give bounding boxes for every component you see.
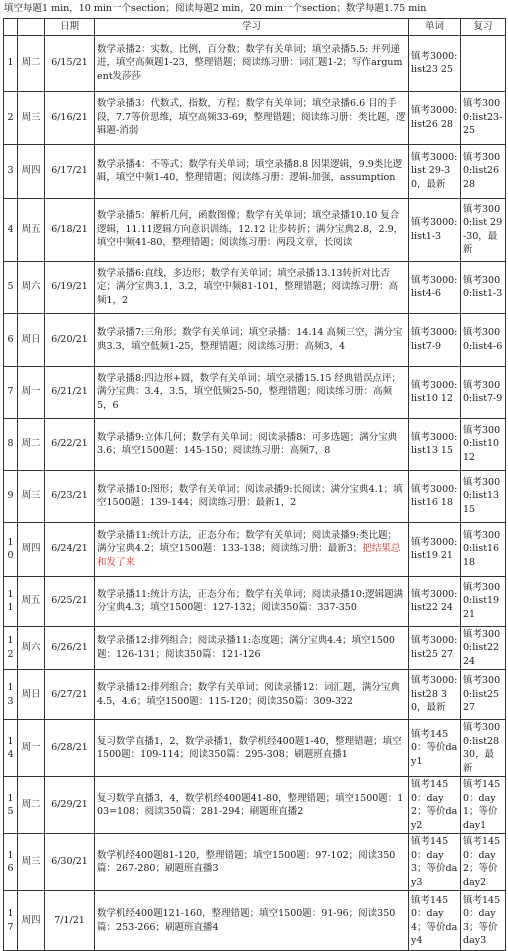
row-weekday bbox=[18, 366, 45, 418]
row-number-text: 17 bbox=[7, 908, 14, 933]
row-weekday-text: 周四 bbox=[21, 165, 41, 177]
table-row bbox=[4, 313, 506, 366]
row-number-text: 3 bbox=[7, 165, 14, 177]
row-number bbox=[4, 35, 18, 91]
row-words bbox=[409, 522, 461, 576]
row-words bbox=[409, 144, 461, 198]
row-weekday bbox=[18, 720, 45, 777]
table-row bbox=[4, 891, 506, 951]
row-date-text: 6/28/21 bbox=[51, 742, 88, 754]
row-weekday-text: 周日 bbox=[21, 333, 41, 345]
row-study bbox=[95, 626, 409, 670]
row-review-text: 镇考3000:list28 30，最新 bbox=[463, 722, 501, 774]
row-date bbox=[45, 198, 95, 261]
row-number-text: 9 bbox=[7, 490, 14, 502]
row-date-text: 6/22/21 bbox=[51, 438, 88, 450]
row-number-text: 13 bbox=[7, 682, 14, 707]
row-number-text: 16 bbox=[7, 849, 14, 874]
row-weekday bbox=[18, 576, 45, 626]
row-words bbox=[409, 891, 461, 951]
row-words bbox=[409, 720, 461, 777]
row-words bbox=[409, 366, 461, 418]
row-study bbox=[95, 576, 409, 626]
table-row bbox=[4, 144, 506, 198]
table-row bbox=[4, 576, 506, 626]
row-words-text: 镇考3000:list4-6 bbox=[411, 274, 458, 299]
row-review-text: 镇考3000:list13 15 bbox=[463, 476, 501, 515]
row-study bbox=[95, 470, 409, 522]
row-weekday-text: 周二 bbox=[21, 438, 41, 450]
row-study-text: 数学录播10:图形；数学有关单词；阅读录播9:长阅读；满分宝典4.1；填空1500题：139-144；阅读练习册：最新1，2 bbox=[97, 483, 403, 508]
row-number bbox=[4, 891, 18, 951]
table-row bbox=[4, 91, 506, 144]
row-study bbox=[95, 720, 409, 777]
row-review bbox=[461, 626, 506, 670]
row-review-text: 镇考3000:list1-3 bbox=[463, 274, 503, 299]
row-study-text: 数学录播9:立体几何；数学有关单词；阅读录播8：可多选题；满分宝典3.6；填空1500题：145-150；阅读练习册：高频7，8 bbox=[97, 431, 398, 456]
row-number-text: 6 bbox=[7, 333, 14, 345]
row-date-text: 6/18/21 bbox=[51, 223, 88, 235]
row-number bbox=[4, 720, 18, 777]
row-number-text: 14 bbox=[7, 735, 14, 760]
row-words-text: 镇考1450：day2；等价day2 bbox=[411, 779, 458, 831]
table-row bbox=[4, 626, 506, 670]
row-words bbox=[409, 261, 461, 313]
row-date-text: 6/23/21 bbox=[51, 490, 88, 502]
row-number-text: 1 bbox=[7, 57, 14, 69]
row-date-text: 6/21/21 bbox=[51, 386, 88, 398]
row-date-text: 6/25/21 bbox=[51, 595, 88, 607]
row-review-text: 镇考3000:list10 12 bbox=[463, 424, 501, 463]
row-study bbox=[95, 522, 409, 576]
row-number-text: 15 bbox=[7, 792, 14, 817]
row-weekday-text: 周日 bbox=[21, 688, 41, 700]
row-review-text: 镇考3000:list22 24 bbox=[463, 628, 501, 667]
table-row bbox=[4, 670, 506, 720]
row-study-text: 数学机经400题121-160，整理错题；填空1500题：91-96；阅读350篇：253-266；刷题班直播4 bbox=[97, 908, 396, 933]
row-words-text: 镇考3000:list13 15 bbox=[411, 431, 458, 456]
row-weekday-text: 周四 bbox=[21, 914, 41, 926]
row-review bbox=[461, 720, 506, 777]
row-weekday bbox=[18, 626, 45, 670]
highlight-note: 把结果总和发了来 bbox=[97, 543, 401, 568]
row-number bbox=[4, 144, 18, 198]
row-weekday bbox=[18, 313, 45, 366]
row-weekday bbox=[18, 777, 45, 834]
table-row bbox=[4, 366, 506, 418]
row-words-text: 镇考3000:list26 28 bbox=[411, 105, 458, 130]
row-study bbox=[95, 261, 409, 313]
table-row bbox=[4, 834, 506, 891]
row-date bbox=[45, 144, 95, 198]
row-words bbox=[409, 313, 461, 366]
row-number-text: 2 bbox=[7, 111, 14, 123]
row-study-text: 复习数学直播1，2，数学录播1，数学机经400题1-40，整理错题；填空1500题：109-114；阅读350篇：295-308；刷题班直播1 bbox=[97, 735, 402, 760]
row-date bbox=[45, 418, 95, 470]
row-date bbox=[45, 576, 95, 626]
row-words bbox=[409, 777, 461, 834]
row-review bbox=[461, 144, 506, 198]
row-review bbox=[461, 670, 506, 720]
row-number bbox=[4, 522, 18, 576]
row-review bbox=[461, 522, 506, 576]
header-date: 日期 bbox=[45, 19, 95, 36]
row-study-text: 数学录播8:四边形+圆，数学有关单词；填空录播15.15 经典错误点评；满分宝典：3.4，3.5，填空低频25-50，整理错题；阅读练习册：高频5，6 bbox=[97, 372, 401, 411]
header-number bbox=[4, 19, 18, 36]
row-weekday bbox=[18, 891, 45, 951]
row-date bbox=[45, 313, 95, 366]
row-study bbox=[95, 144, 409, 198]
row-words-text: 镇考1450：day3；等价day3 bbox=[411, 836, 458, 888]
row-words-text: 镇考3000:list 29-30，最新 bbox=[411, 151, 458, 190]
row-review bbox=[461, 198, 506, 261]
row-date bbox=[45, 91, 95, 144]
row-number-text: 5 bbox=[7, 281, 14, 293]
row-weekday-text: 周三 bbox=[21, 490, 41, 502]
row-number bbox=[4, 91, 18, 144]
row-words bbox=[409, 198, 461, 261]
table-header-row bbox=[4, 19, 506, 36]
row-review-text: 镇考3000:list19 21 bbox=[463, 581, 501, 620]
row-study bbox=[95, 366, 409, 418]
row-words-text: 镇考3000:list1-3 bbox=[411, 217, 458, 242]
row-date bbox=[45, 366, 95, 418]
row-words-text: 镇考3000:list7-9 bbox=[411, 327, 458, 352]
table-row bbox=[4, 470, 506, 522]
row-weekday-text: 周六 bbox=[21, 281, 41, 293]
row-number bbox=[4, 670, 18, 720]
row-number-text: 10 bbox=[7, 536, 14, 561]
row-review-text: 镇考3000:list23-25 bbox=[463, 98, 503, 137]
row-number-text: 8 bbox=[7, 438, 14, 450]
row-number bbox=[4, 366, 18, 418]
row-review-text: 镇考3000:list4-6 bbox=[463, 327, 503, 352]
row-weekday-text: 周二 bbox=[21, 799, 41, 811]
row-weekday bbox=[18, 522, 45, 576]
row-review bbox=[461, 418, 506, 470]
row-number-text: 4 bbox=[7, 223, 14, 235]
row-study-text: 数学录播5：解析几何，函数图像；数学有关单词；填空录播10.10 复合逻辑，11.11逻辑方向意识训练，12.12 让步转折；满分宝典2.8，2.9，填空中频41-80，整理错题；阅读练习册：两段文章，长阅读 bbox=[97, 210, 404, 249]
row-weekday bbox=[18, 35, 45, 91]
row-date-text: 6/26/21 bbox=[51, 642, 88, 653]
row-weekday bbox=[18, 670, 45, 720]
row-weekday-text: 周二 bbox=[21, 57, 41, 69]
header-study: 学习 bbox=[95, 19, 409, 36]
row-words bbox=[409, 470, 461, 522]
row-words bbox=[409, 91, 461, 144]
row-words bbox=[409, 576, 461, 626]
row-number bbox=[4, 626, 18, 670]
row-date-text: 6/15/21 bbox=[51, 57, 88, 69]
row-number bbox=[4, 470, 18, 522]
header-note: 填空每题1 min，10 min一个section；阅读每题2 min，20 min一个section；数学每题1.75 min bbox=[4, 3, 427, 14]
row-weekday bbox=[18, 91, 45, 144]
row-words bbox=[409, 418, 461, 470]
row-date bbox=[45, 720, 95, 777]
table-row bbox=[4, 777, 506, 834]
row-date-text: 6/17/21 bbox=[51, 165, 88, 177]
row-study-text: 数学录播6:直线，多边形；数学有关单词；填空录播13.13转折对比否定；满分宝典3.1，3.2，填空中频81-101，整理错题；阅读练习册：高频1，2 bbox=[97, 267, 399, 306]
table-row bbox=[4, 720, 506, 777]
row-weekday-text: 周五 bbox=[21, 223, 41, 235]
row-study bbox=[95, 198, 409, 261]
row-review bbox=[461, 91, 506, 144]
row-date bbox=[45, 470, 95, 522]
row-review-text: 镇考3000:list 29-30，最新 bbox=[463, 203, 503, 255]
row-review bbox=[461, 777, 506, 834]
row-study-text: 数学录播11:统计方法，正态分布；数学有关单词；阅读录播10:逻辑题满分宝典4.3；填空1500题：127-132；阅读350篇：337-350 bbox=[97, 588, 404, 613]
row-review bbox=[461, 261, 506, 313]
row-weekday-text: 周一 bbox=[21, 386, 41, 398]
row-review-text: 镇考1450：day3；等价day3 bbox=[463, 894, 501, 946]
row-weekday bbox=[18, 418, 45, 470]
row-date-text: 6/16/21 bbox=[51, 111, 88, 123]
row-review-text: 镇考3000:list7-9 bbox=[463, 379, 503, 404]
row-number bbox=[4, 777, 18, 834]
row-study bbox=[95, 670, 409, 720]
row-words-text: 镇考3000:list19 21 bbox=[411, 536, 458, 561]
row-words-text: 镇考3000:list23 25 bbox=[411, 50, 458, 75]
row-study-text: 数学录播12:排列组合；阅读录播11:态度题；满分宝典4.4；填空1500题：126-131；阅读350篇：121-126 bbox=[97, 635, 395, 660]
row-review bbox=[461, 313, 506, 366]
row-weekday bbox=[18, 144, 45, 198]
table-row bbox=[4, 522, 506, 576]
row-words-text: 镇考3000:list22 24 bbox=[411, 588, 458, 613]
row-date-text: 7/1/21 bbox=[54, 914, 85, 926]
row-number bbox=[4, 418, 18, 470]
table-row bbox=[4, 418, 506, 470]
header-review: 复习 bbox=[461, 19, 506, 36]
row-number-text: 7 bbox=[7, 386, 14, 398]
row-words bbox=[409, 35, 461, 91]
row-date-text: 6/30/21 bbox=[51, 856, 88, 868]
table-row bbox=[4, 198, 506, 261]
row-weekday-text: 周一 bbox=[21, 742, 41, 754]
row-study bbox=[95, 313, 409, 366]
row-weekday bbox=[18, 261, 45, 313]
row-review bbox=[461, 35, 506, 91]
row-study bbox=[95, 418, 409, 470]
row-date bbox=[45, 35, 95, 91]
row-date-text: 6/27/21 bbox=[51, 688, 88, 700]
row-words-text: 镇考3000:list10 12 bbox=[411, 379, 458, 404]
row-date bbox=[45, 261, 95, 313]
row-number bbox=[4, 198, 18, 261]
header-weekday bbox=[18, 19, 45, 36]
row-words-text: 镇考1450：day4；等价day4 bbox=[411, 894, 458, 946]
row-date bbox=[45, 626, 95, 670]
row-date bbox=[45, 777, 95, 834]
row-weekday bbox=[18, 198, 45, 261]
row-number bbox=[4, 313, 18, 366]
row-review-text: 镇考3000:list25 27 bbox=[463, 675, 501, 714]
row-words bbox=[409, 834, 461, 891]
table-row bbox=[4, 261, 506, 313]
row-number bbox=[4, 576, 18, 626]
row-study bbox=[95, 891, 409, 951]
row-review bbox=[461, 891, 506, 951]
row-study-text: 数学录播7:三角形；数学有关单词；填空录播：14.14 高频三空，满分宝典3.3，填空低频1-25，整理错题；阅读练习册：高频3，4 bbox=[97, 327, 403, 352]
row-date-text: 6/29/21 bbox=[51, 799, 88, 811]
row-weekday-text: 周三 bbox=[21, 111, 41, 123]
row-date bbox=[45, 522, 95, 576]
row-date-text: 6/20/21 bbox=[51, 333, 88, 345]
row-review-text: 镇考3000:list26 28 bbox=[463, 151, 501, 190]
row-study-text: 数学录播3：代数式，指数，方程；数学有关单词；填空录播6.6 目的手段，7.7等价思维，填空高频33-69，整理错题；阅读练习册：类比题，逻辑题-消弱 bbox=[97, 98, 406, 137]
row-review bbox=[461, 366, 506, 418]
row-number bbox=[4, 261, 18, 313]
row-study-text: 数学机经400题81-120，整理错题；填空1500题：97-102；阅读350篇：267-280；刷题班直播3 bbox=[97, 849, 396, 874]
row-date bbox=[45, 670, 95, 720]
row-weekday-text: 周三 bbox=[21, 856, 41, 868]
row-weekday-text: 周六 bbox=[21, 642, 41, 653]
row-study-text: 数学录播11:统计方法，正态分布；数学有关单词；阅读录播9:类比题；满分宝典4.2；填空1500题：133-138；阅读练习册：最新3； bbox=[97, 529, 398, 555]
row-review bbox=[461, 834, 506, 891]
row-study bbox=[95, 834, 409, 891]
row-review bbox=[461, 576, 506, 626]
row-date-text: 6/24/21 bbox=[51, 543, 88, 555]
row-date bbox=[45, 891, 95, 951]
row-weekday-text: 周四 bbox=[21, 543, 41, 555]
row-study-text: 数学录播2：实数，比例，百分数；数学有关单词；填空录播5.5: 并列递进，填空高频题1-23，整理错题；阅读练习册：词汇题1-2；写作argument发莎莎 bbox=[97, 43, 403, 82]
row-review-text: 镇考1450：day2；等价day2 bbox=[463, 836, 501, 888]
row-date-text: 6/19/21 bbox=[51, 281, 88, 293]
row-review bbox=[461, 470, 506, 522]
row-review-text: 镇考1450：day1；等价day1 bbox=[463, 779, 501, 831]
row-study bbox=[95, 35, 409, 91]
row-review-text: 镇考3000:list16 18 bbox=[463, 529, 501, 568]
row-study bbox=[95, 777, 409, 834]
row-study-text: 复习数学直播3，4，数学机经400题41-80，整理错题；填空1500题：103=108；阅读350篇：281-294；刷题班直播2 bbox=[97, 792, 404, 817]
row-words-text: 镇考3000:list28 30，最新 bbox=[411, 675, 458, 714]
row-weekday bbox=[18, 470, 45, 522]
row-study-text: 数学录播12:排列组合；数学有关单词；阅读录播12：词汇题，满分宝典4.5，4.6；填空1500题：115-120；阅读350篇：309-322 bbox=[97, 682, 400, 707]
row-words-text: 镇考3000:list16 18 bbox=[411, 483, 458, 508]
row-number-text: 11 bbox=[7, 588, 14, 613]
row-weekday bbox=[18, 834, 45, 891]
row-words-text: 镇考1450：等价day1 bbox=[411, 728, 458, 767]
row-words bbox=[409, 670, 461, 720]
header-words: 单词 bbox=[409, 19, 461, 36]
table-row bbox=[4, 35, 506, 91]
row-number bbox=[4, 834, 18, 891]
row-study bbox=[95, 91, 409, 144]
row-weekday-text: 周五 bbox=[21, 595, 41, 607]
row-number-text: 12 bbox=[7, 635, 14, 660]
row-study-text: 数学录播4：不等式；数学有关单词；填空录播8.8 因果逻辑，9.9类比逻辑，填空中频1-40，整理错题；阅读练习册：逻辑-加强，assumption bbox=[97, 158, 403, 183]
row-words-text: 镇考3000:list25 27 bbox=[411, 635, 458, 660]
study-plan-table bbox=[3, 18, 506, 951]
row-date bbox=[45, 834, 95, 891]
row-words bbox=[409, 626, 461, 670]
